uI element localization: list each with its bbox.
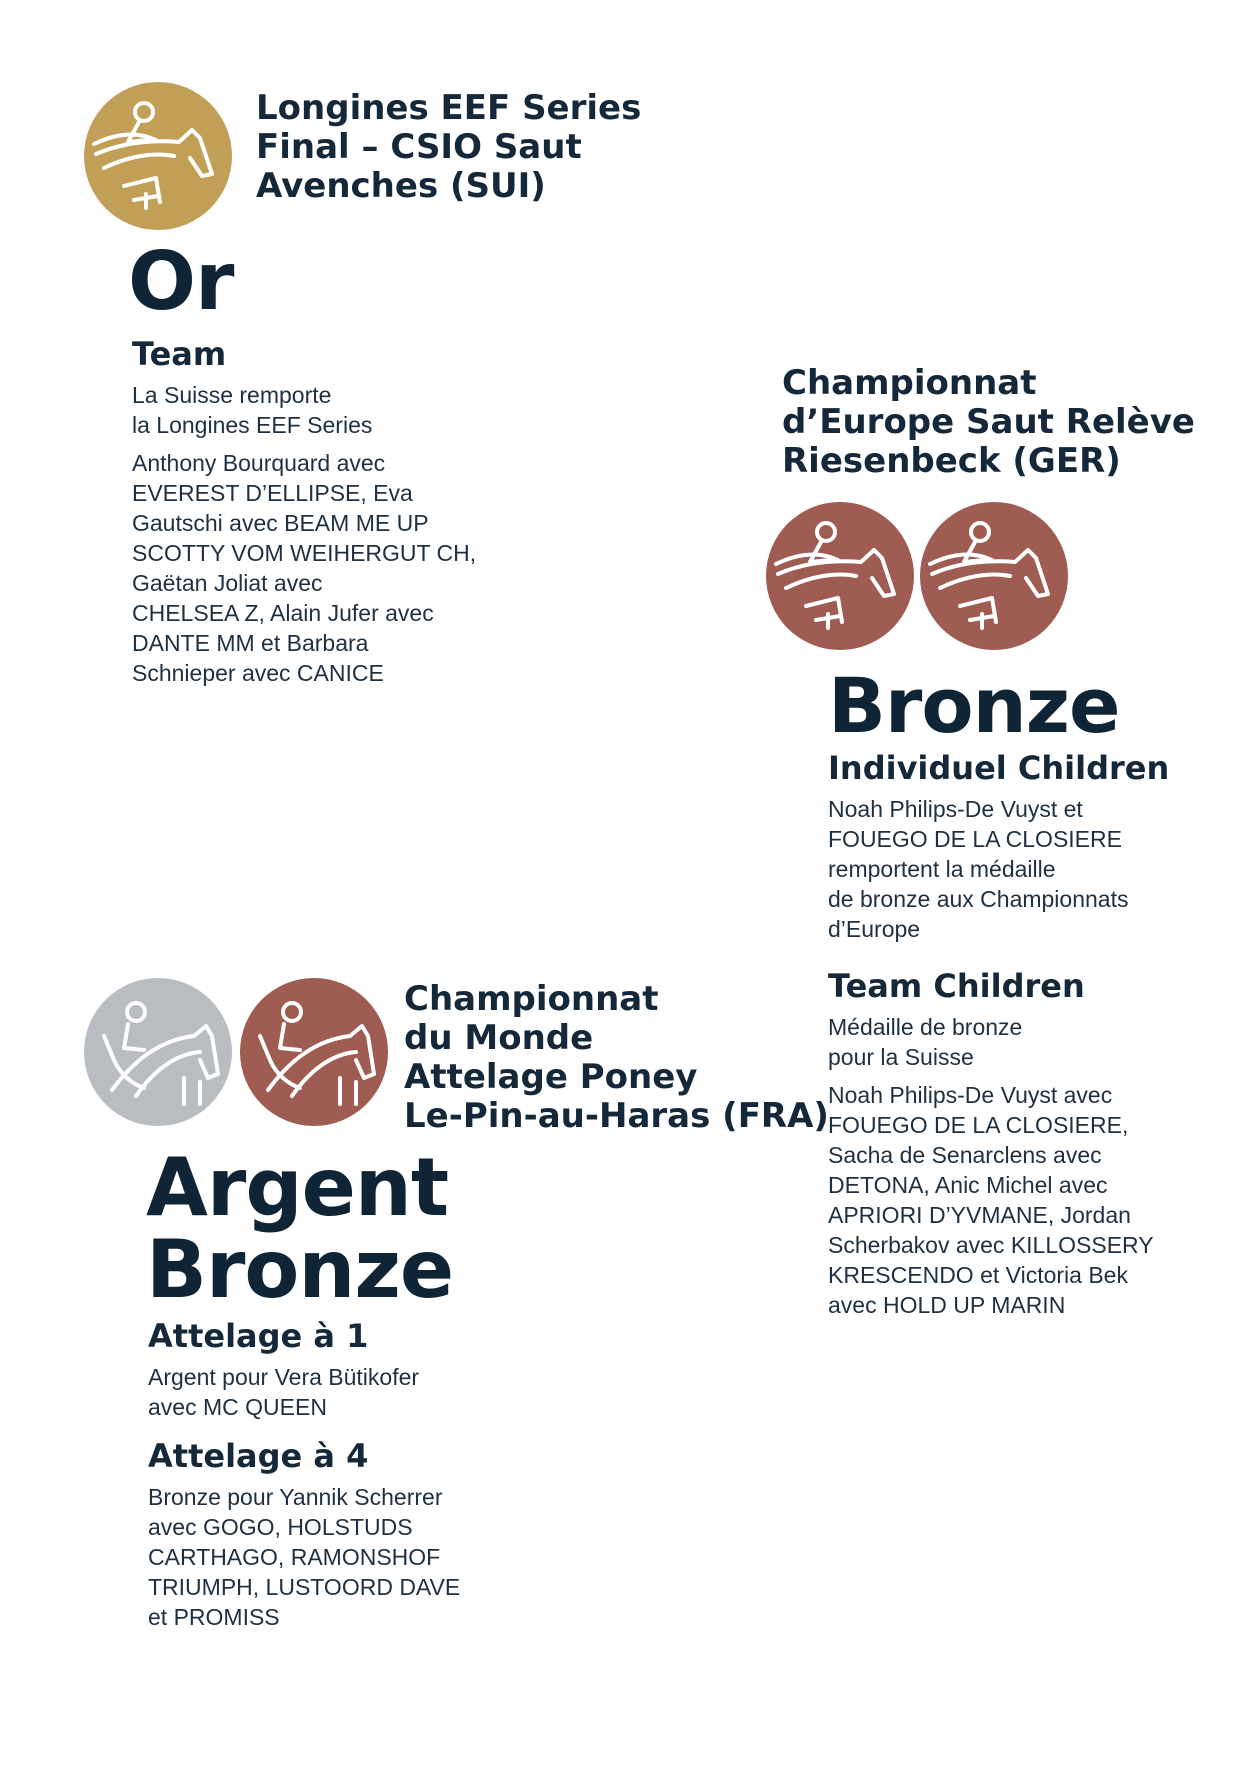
- event-title-line: Le-Pin-au-Haras (FRA): [404, 1096, 829, 1136]
- category-heading-individual-children: Individuel Children: [828, 749, 1170, 787]
- result-intro: La Suisse remporte la Longines EEF Series: [132, 382, 373, 438]
- category-heading-single: Attelage à 1: [148, 1317, 369, 1355]
- riesenbeck-event-title: [782, 364, 1195, 481]
- bronze-driving-icon: [240, 978, 388, 1126]
- event-title-line: du Monde: [404, 1018, 594, 1058]
- medal-heading-bronze: Bronze: [146, 1223, 454, 1316]
- category-heading-team-children: Team Children: [828, 967, 1085, 1005]
- event-title-line: Championnat: [404, 979, 659, 1019]
- result-details: Argent pour Vera Bütikofer avec MC QUEEN: [148, 1364, 420, 1420]
- silver-driving-icon: [84, 978, 232, 1126]
- event-title-line: Championnat: [782, 363, 1037, 403]
- bronze-show-jumping-icon: [920, 502, 1068, 650]
- result-intro: Médaille de bronze pour la Suisse: [828, 1014, 1023, 1070]
- event-title-line: Avenches (SUI): [256, 166, 546, 206]
- event-title-line: Riesenbeck (GER): [782, 441, 1121, 481]
- event-title-line: d’Europe Saut Relève: [782, 402, 1195, 442]
- avenches-event-title: [256, 89, 641, 206]
- medal-heading-bronze: Bronze: [828, 661, 1120, 750]
- event-title-line: Final – CSIO Saut: [256, 127, 582, 167]
- result-details: Bronze pour Yannik Scherrer avec GOGO, HOLSTUDS CARTHAGO, RAMONSHOF TRIUMPH, LUSTOORD DAVE et PROMISS: [148, 1484, 461, 1630]
- medal-heading-gold: Or: [128, 235, 234, 328]
- event-title-line: Attelage Poney: [404, 1057, 698, 1097]
- category-heading-four: Attelage à 4: [148, 1437, 369, 1475]
- bronze-show-jumping-icon: [766, 502, 914, 650]
- event-title-line: Longines EEF Series: [256, 88, 642, 128]
- category-heading-team: Team: [132, 335, 227, 373]
- result-details: Noah Philips-De Vuyst et FOUEGO DE LA CLOSIERE remportent la médaille de bronze aux Championnats d’Europe: [828, 796, 1129, 942]
- gold-show-jumping-icon: [84, 82, 232, 230]
- result-details: Anthony Bourquard avec EVEREST D’ELLIPSE, Eva Gautschi avec BEAM ME UP SCOTTY VOM WEIHERGUT CH, Gaëtan Joliat avec CHELSEA Z, Alain Jufer avec DANTE MM et Barbara Schnieper avec CANICE: [132, 450, 477, 686]
- le-pin-event-title: [404, 980, 829, 1136]
- medal-heading-silver: Argent: [146, 1141, 449, 1234]
- result-details: Noah Philips-De Vuyst avec FOUEGO DE LA CLOSIERE, Sacha de Senarclens avec DETONA, Anic Michel avec APRIORI D’YVMANE, Jordan Scherbakov avec KILLOSSERY KRESCENDO et Victoria Bek avec HOLD UP MARIN: [828, 1082, 1154, 1318]
